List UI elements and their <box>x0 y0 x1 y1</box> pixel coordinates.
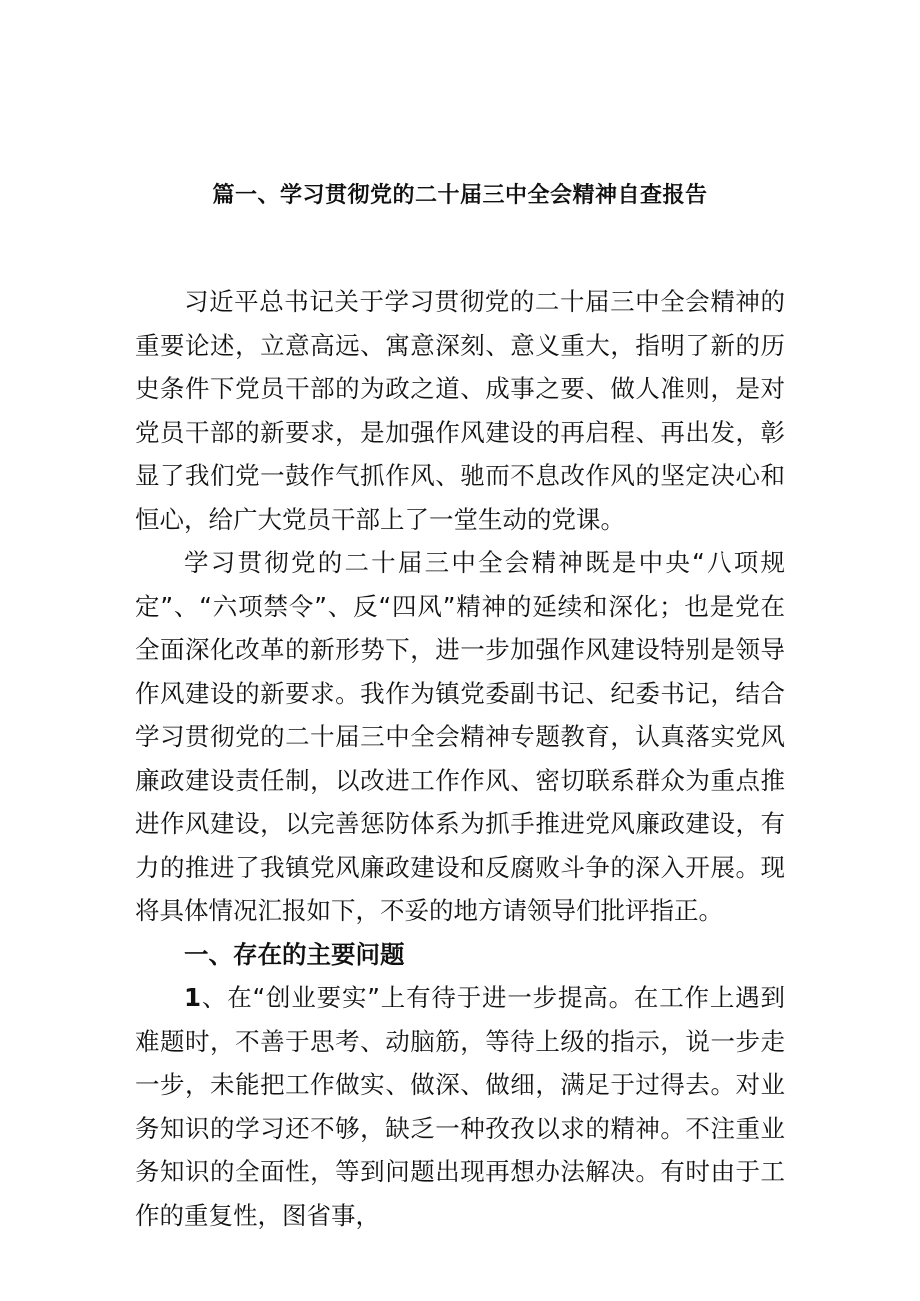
list-item-number: 1 <box>184 983 202 1012</box>
document-body <box>135 280 785 1237</box>
list-item-1 <box>135 976 785 1237</box>
document-title: 篇一、学习贯彻党的二十届三中全会精神自查报告 <box>212 183 708 208</box>
paragraph-context: 学习贯彻党的二十届三中全会精神既是中央“八项规定”、“六项禁令”、反“四风”精神的延续和深化；也是党在全面深化改革的新形势下，进一步加强作风建设特别是领导作风建设的新要求。我作为镇党委副书记、纪委书记，结合学习贯彻党的二十届三中全会精神专题教育，认真落实党风廉政建设责任制，以改进工作作风、密切联系群众为重点推进作风建设，以完善惩防体系为抓手推进党风廉政建设，有力的推进了我镇党风廉政建设和反腐败斗争的深入开展。现将具体情况汇报如下，不妥的地方请领导们批评指正。 <box>135 548 785 925</box>
paragraph-intro: 习近平总书记关于学习贯彻党的二十届三中全会精神的重要论述，立意高远、寓意深刻、意义重大，指明了新的历史条件下党员干部的为政之道、成事之要、做人准则，是对党员干部的新要求，是加强作风建设的再启程、再出发，彰显了我们党一鼓作气抓作风、驰而不息改作风的坚定决心和恒心，给广大党员干部上了一堂生动的党课。 <box>135 287 785 534</box>
section-heading: 一、存在的主要问题 <box>184 939 405 969</box>
list-item-text: 、在“创业要实”上有待于进一步提高。在工作上遇到难题时，不善于思考、动脑筋，等待上级的指示，说一步走一步，未能把工作做实、做深、做细，满足于过得去。对业务知识的学习还不够，缺乏一种孜孜以求的精神。不注重业务知识的全面性，等到问题出现再想办法解决。有时由于工作的重复性，图省事， <box>135 983 785 1230</box>
